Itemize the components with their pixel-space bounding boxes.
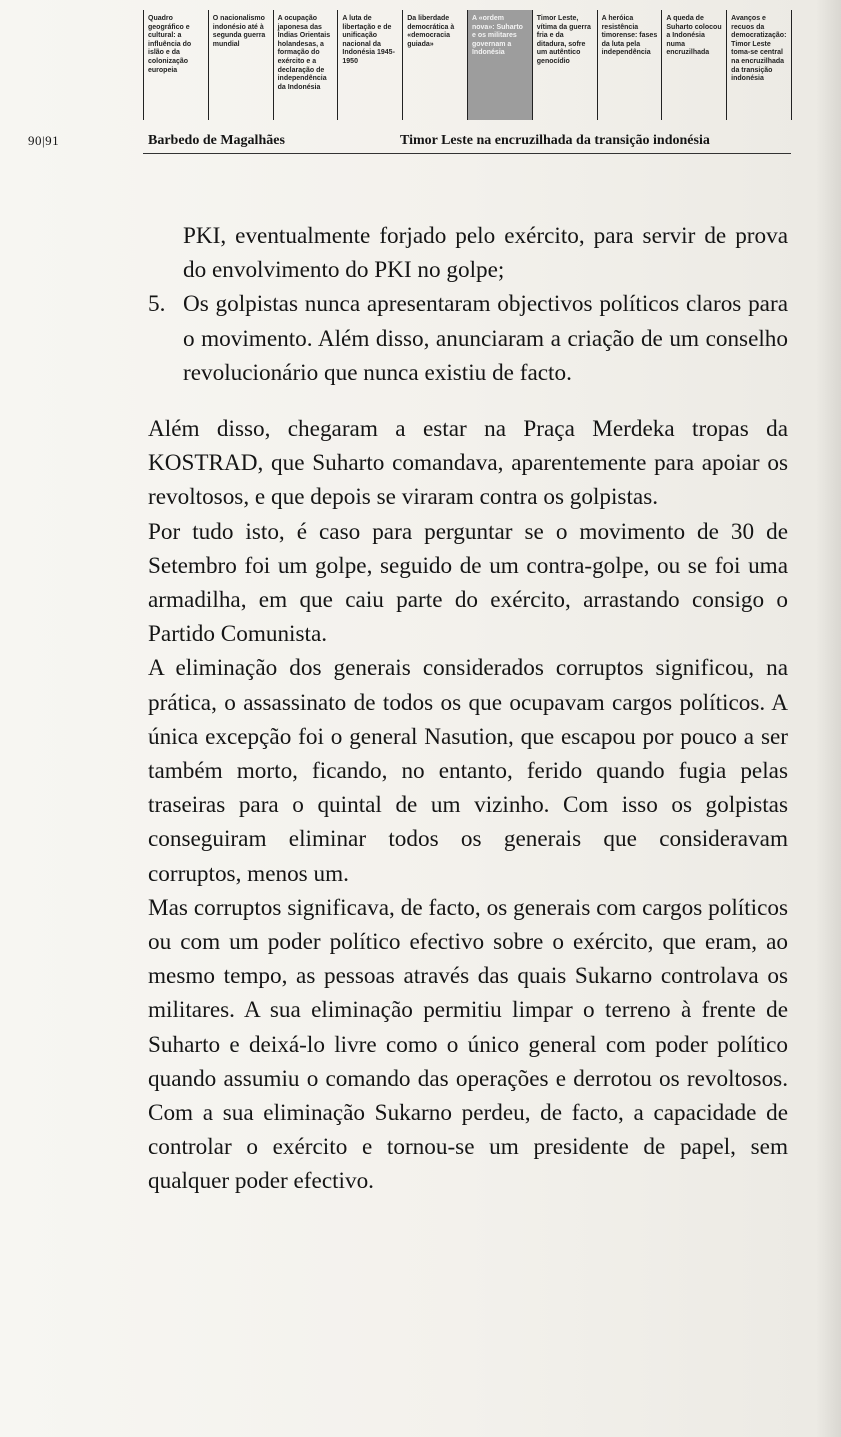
running-author: Barbedo de Magalhães: [148, 133, 285, 148]
chapter-cell: A queda de Suharto colocou a Indonésia numa encruzilhada: [661, 10, 726, 120]
chapter-index-strip: [143, 10, 792, 120]
chapter-cell: Timor Leste, vítima da guerra fria e da ditadura, sofre um autêntico genocídio: [532, 10, 597, 120]
chapter-cell: A luta de libertação e de unificação nacional da Indonésia 1945-1950: [337, 10, 402, 120]
list-number: 5.: [148, 291, 166, 318]
paragraph: Por tudo isto, é caso para perguntar se o movimento de 30 de Setembro foi um golpe, seguido de um contra-golpe, ou se foi uma armadilha, em que caiu parte do exército, arrastando consigo o Partido Comunista.: [148, 518, 788, 648]
list-item: [148, 287, 788, 390]
header-rule: [143, 153, 791, 154]
running-title: Timor Leste na encruzilhada da transição indonésia: [400, 133, 710, 148]
body-text: [148, 219, 788, 1199]
chapter-cell-current: A «ordem nova»: Suharto e os militares governam a Indonésia: [467, 10, 532, 120]
paragraph: Mas corruptos significava, de facto, os generais com cargos políticos ou com um poder político efectivo sobre o exército, que eram, ao mesmo tempo, as pessoas através das quais Sukarno controlava os militares. A sua eliminação permitiu limpar o terreno à frente de Suharto e deixá-lo livre como o único general com poder político quando assumiu o comando das operações e derrotou os revoltosos. Com a sua eliminação Sukarno perdeu, de facto, a capacidade de controlar o exército e tornou-se um presidente de papel, sem qualquer poder efectivo.: [148, 894, 788, 1195]
paragraph: A eliminação dos generais considerados corruptos significou, na prática, o assassinato de todos os que ocupavam cargos políticos. A única excepção foi o general Nasution, que escapou por pouco a ser também morto, ficando, no entanto, ferido quando fugia pelas traseiras para o quintal de um vizinho. Com isso os golpistas conseguiram eliminar todos os generais que consideravam corruptos, menos um.: [148, 655, 788, 887]
page-numbers: 90|91: [28, 133, 60, 148]
list-item-text: Os golpistas nunca apresentaram objectivos políticos claros para o movimento. Além disso, anunciaram a criação de um conselho revolucionário que nunca existiu de facto.: [183, 291, 788, 386]
chapter-cell: Avanços e recuos da democratização: Timor Leste toma-se central na encruzilhada da transição indonésia: [726, 10, 791, 120]
chapter-cell: Da liberdade democrática à «democracia guiada»: [402, 10, 467, 120]
chapter-cell: O nacionalismo indonésio até à segunda guerra mundial: [208, 10, 273, 120]
list-item-continued: PKI, eventualmente forjado pelo exército, para servir de prova do envolvimento do PKI no golpe;: [183, 223, 788, 284]
chapter-cell: Quadro geográfico e cultural: a influência do islão e da colonização europeia: [143, 10, 208, 120]
chapter-cell: A heróica resistência timorense: fases da luta pela independência: [597, 10, 662, 120]
chapter-cell: A ocupação japonesa das Índias Orientais holandesas, a formação do exército e a declaração de independência da Indonésia: [273, 10, 338, 120]
paragraph: Além disso, chegaram a estar na Praça Merdeka tropas da KOSTRAD, que Suharto comandava, aparentemente para apoiar os revoltosos, e que depois se viraram contra os golpistas.: [148, 416, 788, 511]
